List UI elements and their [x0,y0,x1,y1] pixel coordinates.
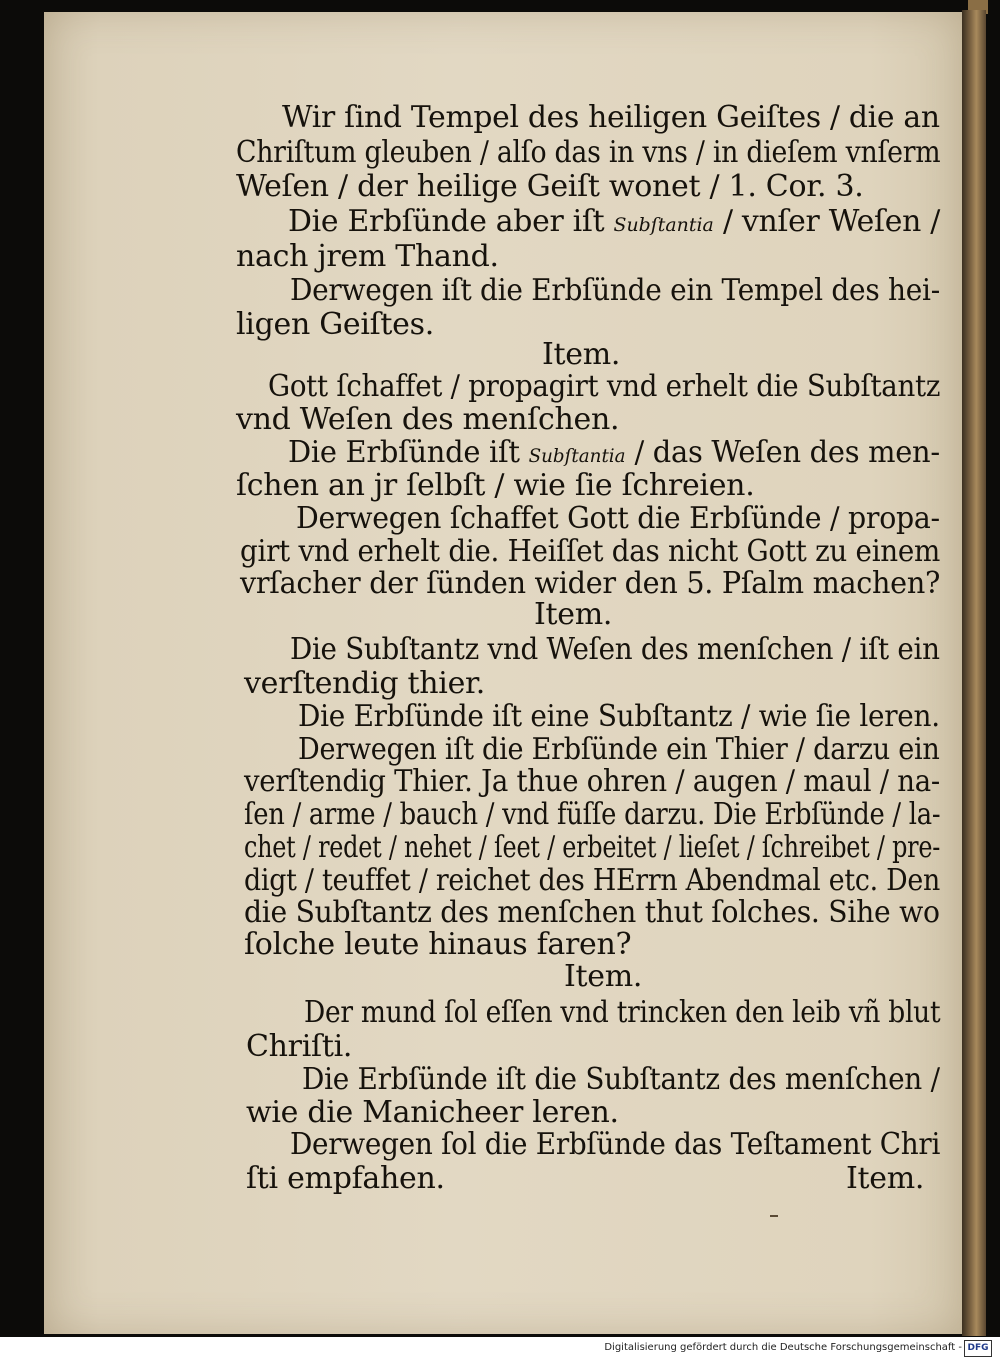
text-line: ligen Geiſtes. [236,307,434,342]
text-line: ſolche leute hinaus faren? [244,927,632,962]
dfg-logo: DFG [964,1340,992,1357]
text-line: verſtendig thier. [244,666,486,701]
text-line: die Subſtantz des menſchen thut ſolches. Sihe wo [244,895,940,930]
text-line: Die Erbſünde aber iſt Subſtantia / vnſer Weſen / [288,204,941,239]
text-line: Chriſti. [246,1029,353,1064]
text-line: vrſacher der ſünden wider den 5. Pſalm machen? [240,566,941,601]
funding-credit: Digitalisierung gefördert durch die Deutsche Forschungsgemeinschaft - [604,1342,962,1353]
text-line: Derwegen ſchaffet Gott die Erbſünde / propa- [296,501,940,536]
text-line: Wir ſind Tempel des heiligen Geiſtes / die an [282,100,940,135]
text-line: nach jrem Thand. [236,239,499,274]
catchword: Item. [846,1161,925,1196]
heading-item: Item. [542,337,621,372]
text-line: Weſen / der heilige Geiſt wonet / 1. Cor. 3. [236,169,864,204]
text-line: ſchen an jr ſelbſt / wie ſie ſchreien. [236,468,755,503]
text-line: Derwegen iſt die Erbſünde ein Tempel des hei- [290,273,940,308]
ink-mark [770,1215,778,1217]
text-line: ſen / arme / bauch / vnd füſſe darzu. Die Erbſünde / la- [244,797,941,832]
text-line: ſti empfahen. [246,1161,445,1196]
text-line: Derwegen ſol die Erbſünde das Teſtament Chri [290,1127,941,1162]
heading-item: Item. [534,597,613,632]
text-line: vnd Weſen des menſchen. [236,402,620,437]
text-line: Gott ſchaffet / propagirt vnd erhelt die Subſtantz [268,369,941,404]
text-line: wie die Manicheer leren. [246,1095,619,1130]
text-line: Chriſtum gleuben / alſo das in vns / in dieſem vnſerm [236,135,941,170]
text-line: Derwegen iſt die Erbſünde ein Thier / darzu ein [298,732,940,767]
text-line: girt vnd erhelt die. Heiſſet das nicht Gott zu einem [240,534,941,569]
heading-item: Item. [564,959,643,994]
text-line: Die Erbſünde iſt eine Subſtantz / wie ſie leren. [298,699,940,734]
text-line: Die Erbſünde iſt die Subſtantz des menſchen / [302,1062,940,1097]
text-line: Die Erbſünde iſt Subſtantia / das Weſen des men- [288,435,940,470]
text-line: Der mund ſol eſſen vnd trincken den leib vñ blut [304,995,941,1030]
text-line: digt / teuffet / reichet des HErrn Abendmal etc. Den [244,863,941,898]
digitization-footer [0,1337,1000,1359]
text-line: verſtendig Thier. Ja thue ohren / augen / maul / na- [244,764,940,799]
text-line: chet / redet / nehet / ſeet / erbeitet / lieſet / ſchreibet / pre- [244,830,941,865]
text-line: Die Subſtantz vnd Weſen des menſchen / iſt ein [290,632,940,667]
